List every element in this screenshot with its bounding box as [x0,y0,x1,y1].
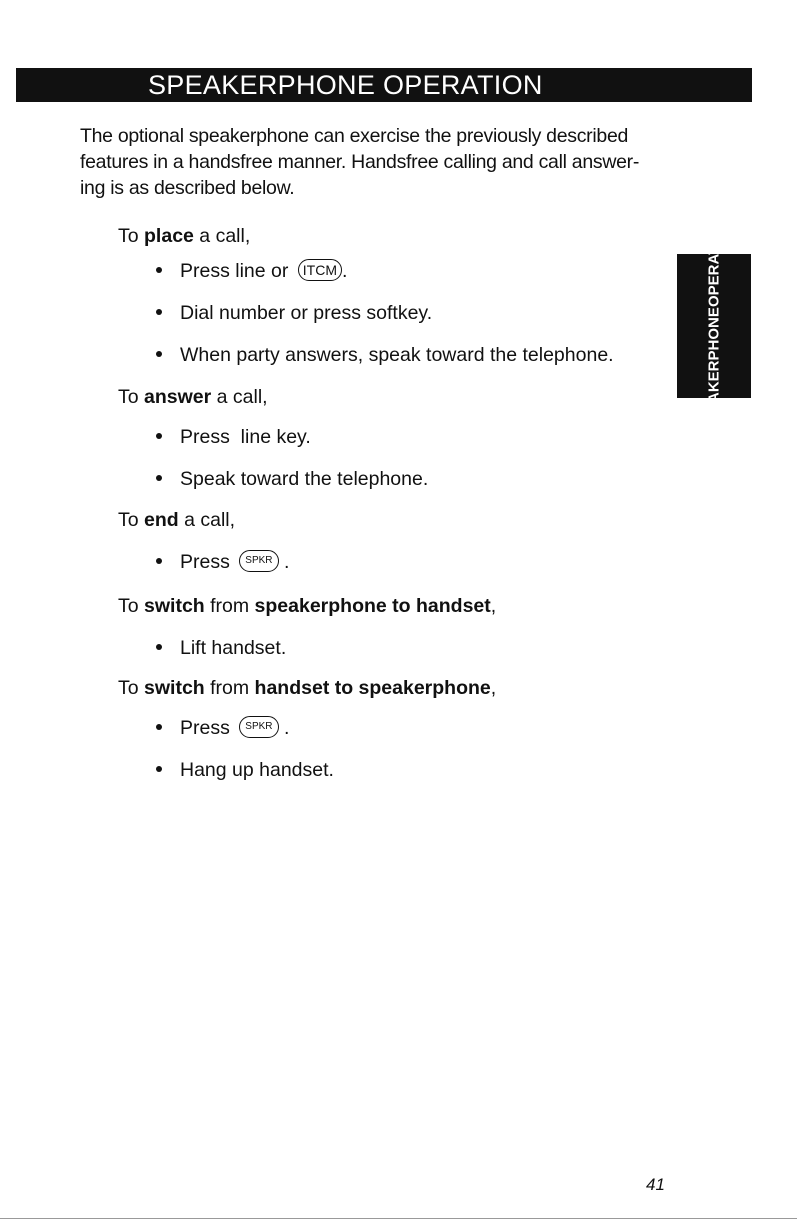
bullet-text: When party answers, speak toward the telephone. [180,344,614,366]
bullet-text: Hang up handset. [180,759,334,781]
intro-line: features in a handsfree manner. Handsfree calling and call answer- [80,151,640,173]
side-tab-label [677,219,751,433]
bullet-text: Press [180,551,230,573]
bullet-dot [156,766,162,772]
heading-prefix: To [118,595,145,617]
bullet-text: Press line or [180,260,289,282]
heading-suffix: , [490,677,497,699]
bullet-end: . [283,717,290,739]
section-heading-place [118,224,250,248]
bullet-text: Dial number or press softkey. [180,302,433,324]
bullet-text: Press line key. [180,426,311,448]
intro-line: ing is as described below. [80,177,295,199]
heading-keyword: switch [144,595,205,617]
heading-keyword: handset to speakerphone [254,677,491,699]
heading-keyword: answer [144,386,212,408]
heading-prefix: To [118,225,145,247]
bullet-press-line [156,259,347,283]
bullet-press-line-key [156,425,311,449]
section-heading-switch-to-speaker [118,676,496,700]
bullet-dot [156,558,162,564]
section-heading-end [118,508,235,532]
intro-paragraph [80,123,680,201]
intro-line: The optional speakerphone can exercise the previously described [80,125,629,147]
heading-keyword: end [144,509,179,531]
section-heading-switch-to-handset [118,594,496,618]
bullet-lift-handset [156,636,286,660]
side-tab-line: OPERATION [705,219,723,308]
heading-keyword: place [144,225,194,247]
bullet-speak-toward [156,467,428,491]
bullet-press-spkr [156,550,289,574]
heading-suffix: a call, [211,386,268,408]
bullet-dot [156,724,162,730]
bullet-end: . [342,260,348,282]
heading-prefix: To [118,386,145,408]
heading-suffix: a call, [193,225,251,247]
side-tab-line: SPEAKERPHONE [705,307,723,433]
bullet-dot [156,309,162,315]
section-heading-answer [118,385,268,409]
heading-middle: from [204,595,255,617]
bullet-text: Speak toward the telephone. [180,468,429,490]
bullet-end: . [283,551,290,573]
heading-prefix: To [118,509,145,531]
itcm-key-icon: ITCM [298,259,342,281]
bullet-text: Lift handset. [180,637,287,659]
heading-middle: from [204,677,255,699]
bullet-dot [156,267,162,273]
spkr-key-icon: SPKR [239,550,278,572]
page-title: SPEAKERPHONE OPERATION [148,70,543,100]
bullet-speak-when-answered [156,343,614,367]
bullet-hang-up [156,758,334,782]
heading-prefix: To [118,677,145,699]
bullet-text: Press [180,717,230,739]
bullet-dot [156,351,162,357]
heading-keyword: speakerphone to handset [254,595,491,617]
page-number: 41 [646,1175,665,1194]
heading-suffix: a call, [178,509,236,531]
bullet-dot [156,644,162,650]
bullet-dot [156,475,162,481]
spkr-key-icon: SPKR [239,716,278,738]
bullet-press-spkr-2 [156,716,289,740]
heading-keyword: switch [144,677,205,699]
bullet-dot [156,433,162,439]
bullet-dial-number [156,301,432,325]
bottom-rule [0,1218,797,1219]
heading-suffix: , [490,595,497,617]
